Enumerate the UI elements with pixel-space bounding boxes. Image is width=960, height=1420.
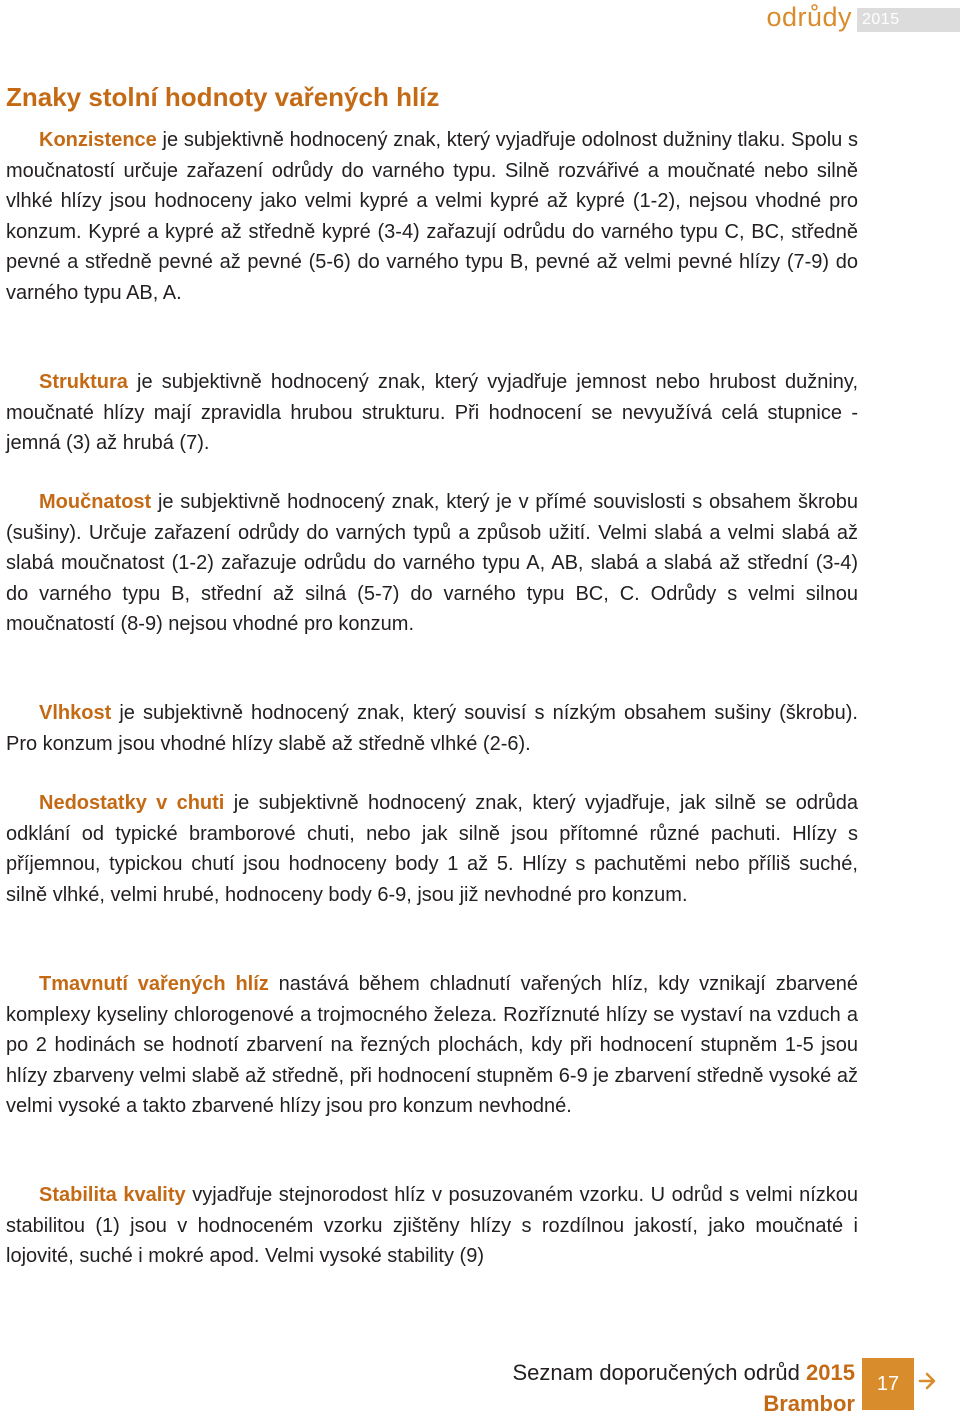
footer-publication (513, 1357, 856, 1419)
arrow-right-icon[interactable] (918, 1370, 936, 1392)
paragraph-text: je subjektivně hodnocený znak, který je v přímé souvislosti s obsahem škrobu (sušiny). Určuje zařazení odrůdy do varných typů a způsob užití. Velmi slabá a velmi slabá až slabá moučnatost (1-2) zařazuje odrůdu do varného typu A, AB, slabá a slabá až střední (3-4) do varného typu B, střední až silná (5-7) do varného typu BC, C. Odrůdy s velmi silnou moučnatostí (8-9) nejsou vhodné pro konzum. (6, 491, 858, 636)
term-label: Stabilita kvality (39, 1184, 186, 1206)
paragraph-vlhkost (6, 698, 858, 759)
header-section-label: odrůdy (766, 2, 852, 32)
footer-crop: Brambor (763, 1391, 855, 1416)
paragraph-tmavnuti (6, 969, 858, 1122)
term-label: Moučnatost (39, 491, 152, 513)
footer-year: 2015 (806, 1360, 855, 1385)
footer-publication-title: Seznam doporučených odrůd (512, 1360, 800, 1385)
paragraph-nedostatky-v-chuti (6, 788, 858, 910)
paragraph-struktura (6, 367, 858, 459)
page-number: 17 (862, 1358, 914, 1410)
page-title: Znaky stolní hodnoty vařených hlíz (6, 82, 440, 112)
term-label: Nedostatky v chuti (39, 792, 225, 814)
paragraph-text: vyjadřuje stejnorodost hlíz v posuzovaném vzorku. U odrůd s velmi nízkou stabilitou (1) jsou v hodnoceném vzorku zjištěny hlízy s rozdílnou jakostí, jako moučnaté i lojovité, suché i mokré apod. Velmi vysoké stability (9) (6, 1184, 859, 1268)
term-label: Vlhkost (39, 702, 112, 724)
paragraph-text: je subjektivně hodnocený znak, který vyjadřuje jemnost nebo hrubost dužniny, moučnaté hlízy mají zpravidla hrubou strukturu. Při hodnocení se nevyužívá celá stupnice - jemná (3) až hrubá (7). (6, 371, 858, 455)
header-year-badge: 2015 (857, 8, 960, 32)
paragraph-text: je subjektivně hodnocený znak, který vyjadřuje, jak silně se odrůda odklání od typické bramborové chuti, nebo jak silně jsou přítomné různé pachuti. Hlízy s příjemnou, typickou chutí jsou hodnoceny body 1 až 5. Hlízy s pachutěmi nebo příliš suché, silně vlhké, velmi hrubé, hodnoceny body 6-9, jsou již nevhodné pro konzum. (6, 792, 858, 906)
term-label: Tmavnutí vařených hlíz (39, 973, 269, 995)
paragraph-moucnatost (6, 487, 858, 640)
paragraph-text: je subjektivně hodnocený znak, který vyjadřuje odolnost dužniny tlaku. Spolu s moučnatostí určuje zařazení odrůdy do varného typu. Silně rozvářivé a moučnaté nebo silně vlhké hlízy jsou hodnoceny jako velmi kypré a velmi kypré až kypré (1-2), nejsou vhodné pro konzum. Kypré a kypré až středně kypré (3-4) zařazují odrůdu do varného typu C, BC, středně pevné a středně pevné až pevné (5-6) do varného typu B, pevné až velmi pevné hlízy (7-9) do varného typu AB, A. (6, 129, 858, 304)
term-label: Struktura (39, 371, 128, 393)
paragraph-stabilita-kvality (6, 1180, 858, 1272)
paragraph-konzistence (6, 125, 858, 309)
paragraph-text: nastává během chladnutí vařených hlíz, kdy vznikají zbarvené komplexy kyseliny chlorogenové a trojmocného železa. Rozříznuté hlízy se vystaví na vzduch a po 2 hodinách se hodnotí zbarvení na řezných plochách, kdy při hodnocení stupněm 1-5 jsou hlízy zbarveny velmi slabě až středně, při hodnocení stupněm 6-9 je zbarvení středně vysoké až velmi vysoké a takto zbarvené hlízy jsou pro konzum nevhodné. (6, 973, 859, 1118)
paragraph-text: je subjektivně hodnocený znak, který souvisí s nízkým obsahem sušiny (škrobu). Pro konzum jsou vhodné hlízy slabě až středně vlhké (2-6). (6, 702, 858, 755)
term-label: Konzistence (39, 129, 157, 151)
